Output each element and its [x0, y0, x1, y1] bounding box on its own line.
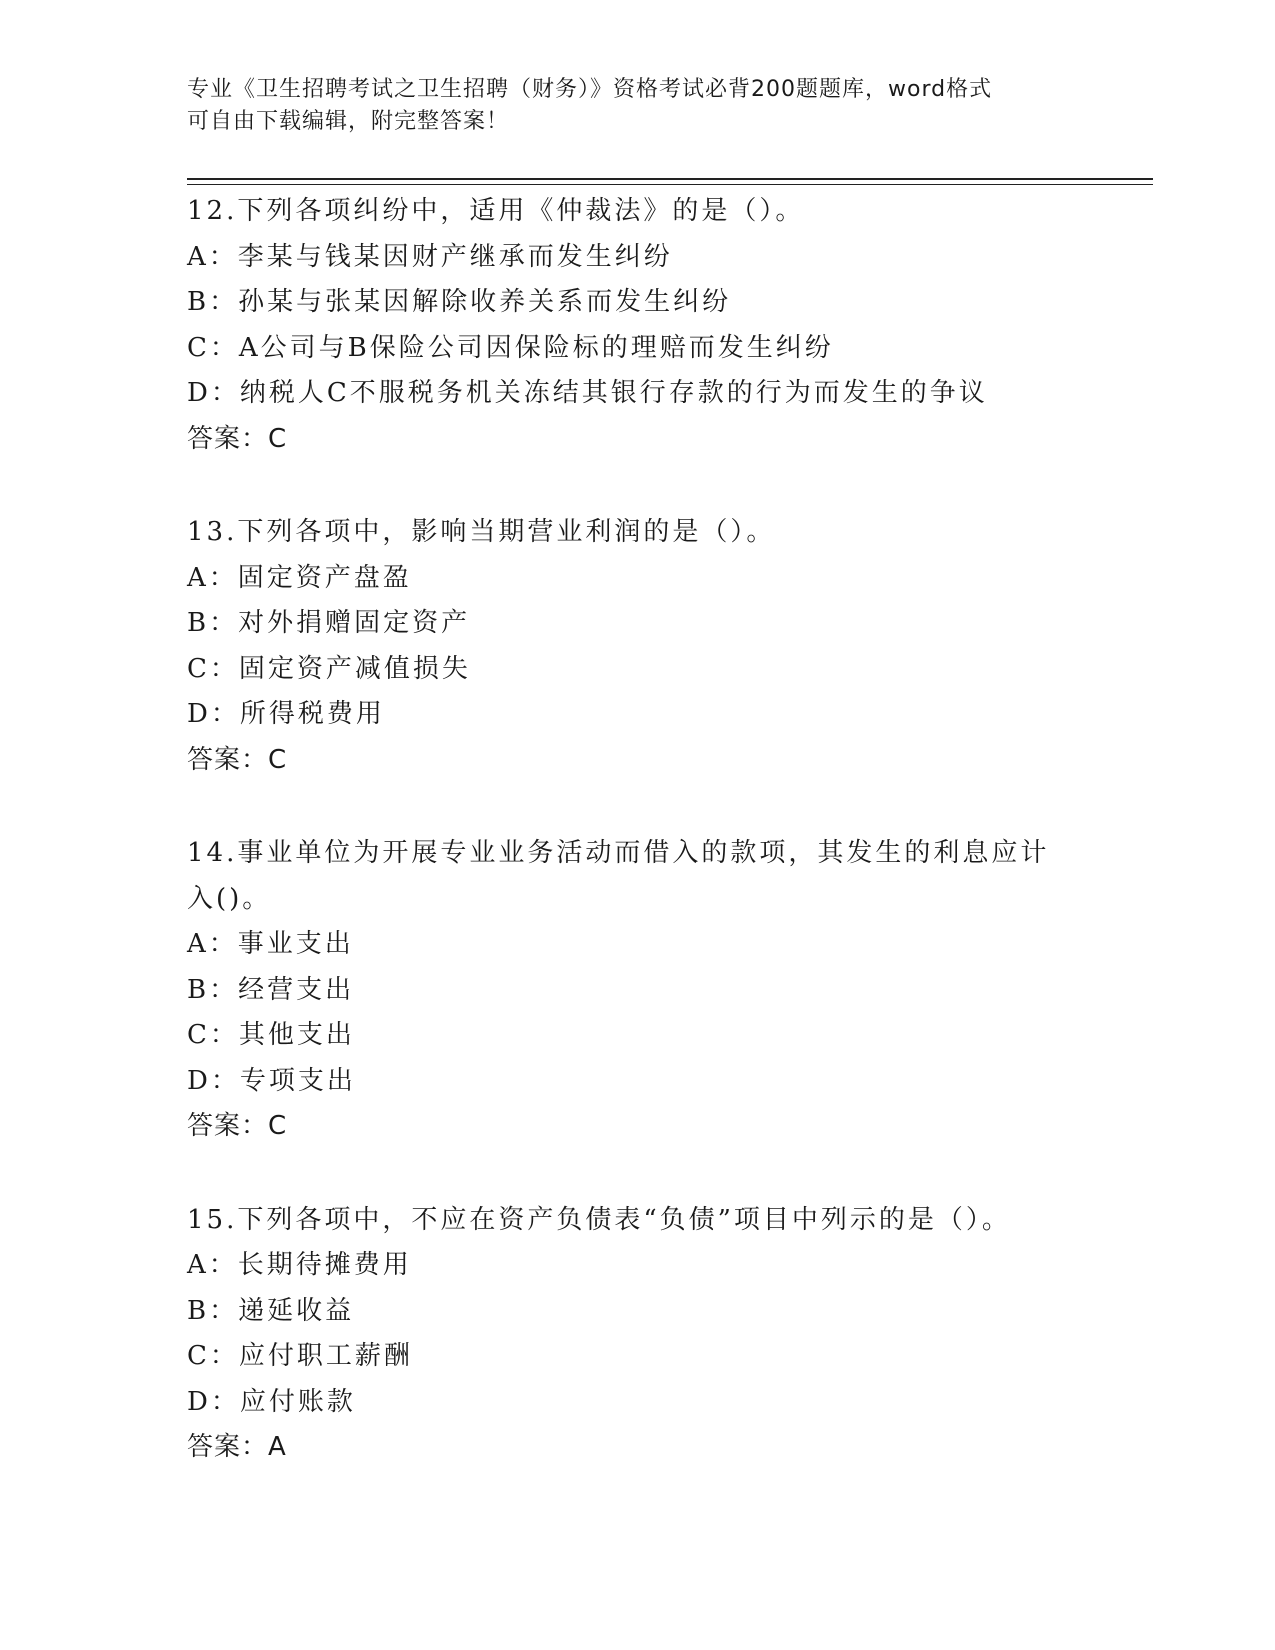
question-13: [187, 510, 1087, 783]
option-c: C：其他支出: [187, 1020, 355, 1050]
option-c: C：应付职工薪酬: [187, 1341, 413, 1371]
header-line-2: 可自由下载编辑，附完整答案！: [187, 109, 510, 134]
answer-line: 答案：A: [187, 1432, 287, 1462]
option-c: C：固定资产减值损失: [187, 653, 471, 684]
question-stem: 15.下列各项中，不应在资产负债表“负债”项目中列示的是（）。: [187, 1204, 1011, 1235]
option-b: B：经营支出: [187, 974, 355, 1005]
question-12: [187, 189, 1087, 462]
option-b: B：对外捐赠固定资产: [187, 608, 471, 638]
question-stem: 13.下列各项中，影响当期营业利润的是（）。: [187, 517, 776, 547]
question-stem: 12.下列各项纠纷中，适用《仲裁法》的是（）。: [187, 196, 805, 226]
option-a: A：固定资产盘盈: [187, 562, 412, 593]
option-d: D：所得税费用: [187, 699, 385, 729]
option-d: D：应付账款: [187, 1386, 356, 1417]
option-d: D：专项支出: [187, 1065, 356, 1096]
option-d: D：纳税人C不服税务机关冻结其银行存款的行为而发生的争议: [187, 378, 988, 408]
option-c: C：A公司与B保险公司因保险标的理赔而发生纠纷: [187, 332, 834, 363]
question-list: [187, 189, 1087, 1519]
question-stem: 14.事业单位为开展专业业务活动而借入的款项，其发生的利息应计入()。: [187, 838, 1050, 914]
option-b: B：递延收益: [187, 1295, 355, 1326]
answer-line: 答案：C: [187, 423, 288, 454]
answer-line: 答案：C: [187, 744, 288, 775]
option-b: B：孙某与张某因解除收养关系而发生纠纷: [187, 287, 732, 317]
question-15: [187, 1198, 1087, 1471]
header-line-1: 专业《卫生招聘考试之卫生招聘（财务）》资格考试必背200题题库，word格式: [187, 77, 993, 102]
header-divider-thin: [187, 184, 1153, 185]
option-a: A：事业支出: [187, 929, 354, 959]
answer-line: 答案：C: [187, 1111, 288, 1141]
option-a: A：长期待摊费用: [187, 1250, 412, 1280]
question-14: [187, 831, 1087, 1150]
option-a: A：李某与钱某因财产继承而发生纠纷: [187, 241, 673, 272]
document-header: [187, 74, 1067, 138]
header-divider-thick: [187, 178, 1153, 180]
